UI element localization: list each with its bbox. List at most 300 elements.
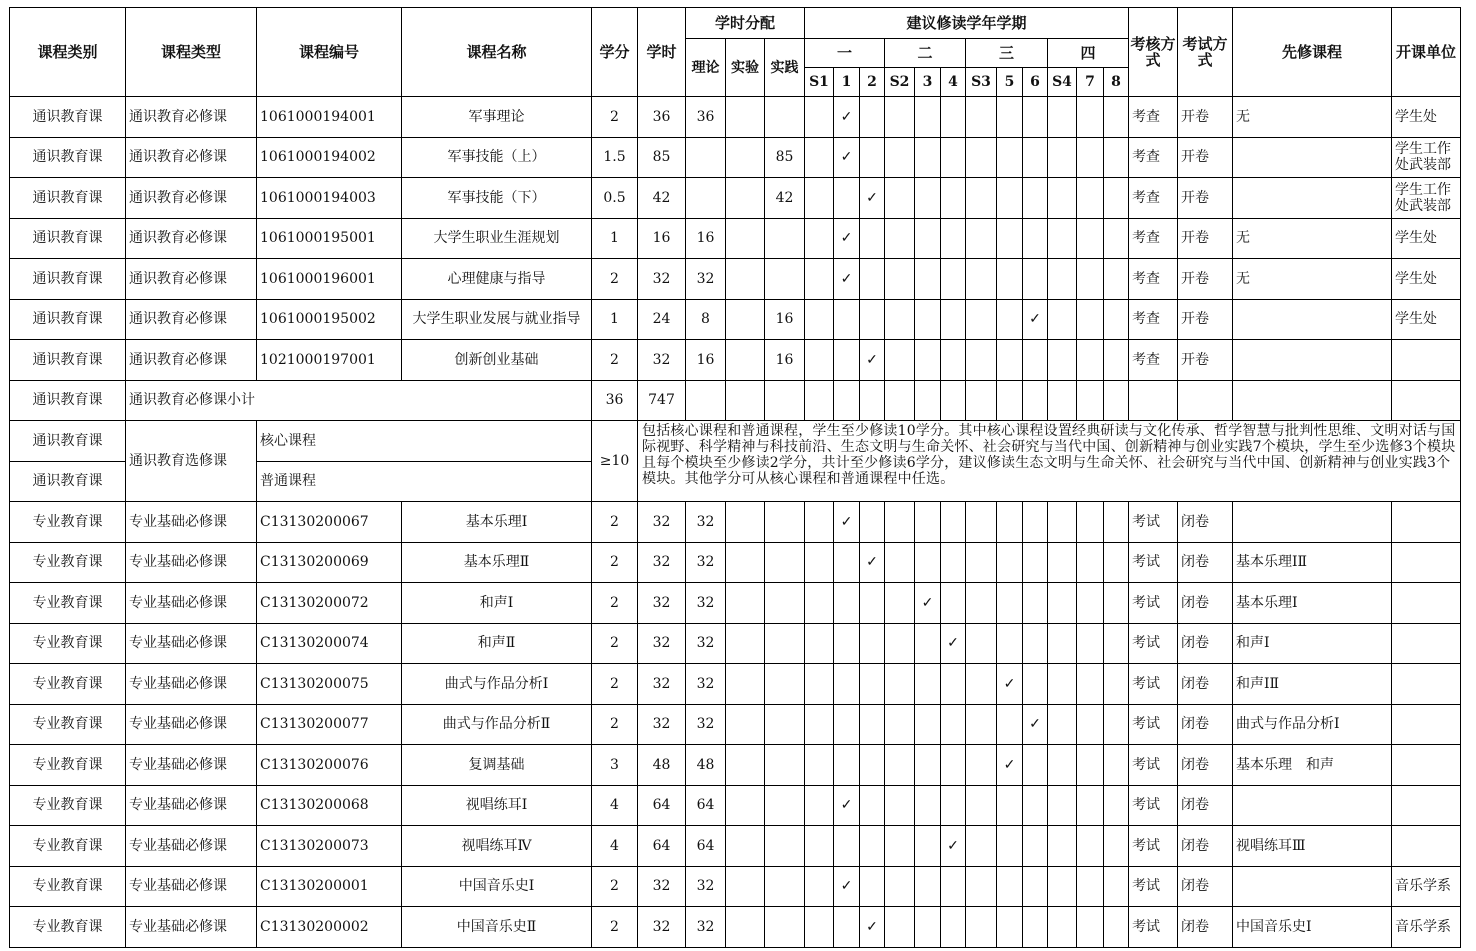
theory-cell: 16 bbox=[686, 218, 726, 259]
theory-cell: 48 bbox=[686, 745, 726, 786]
course-name-cell: 视唱练耳Ⅳ bbox=[402, 826, 592, 867]
course-name-cell: 大学生职业生涯规划 bbox=[402, 218, 592, 259]
semester-cell-7 bbox=[1077, 826, 1104, 867]
semester-cell-3 bbox=[915, 178, 941, 219]
credit-cell: 1 bbox=[592, 299, 638, 340]
header-type: 课程类型 bbox=[126, 8, 257, 97]
practice-cell bbox=[765, 97, 805, 138]
semester-cell-2 bbox=[860, 907, 885, 948]
semester-cell-5 bbox=[997, 866, 1023, 907]
semester-cell-8 bbox=[1104, 785, 1129, 826]
semester-cell-3 bbox=[915, 704, 941, 745]
assess-cell: 考试 bbox=[1129, 583, 1178, 624]
semester-cell-4 bbox=[941, 623, 966, 664]
semester-cell-2 bbox=[860, 299, 885, 340]
category-cell: 通识教育课 bbox=[10, 137, 126, 178]
check-mark-icon: ✓ bbox=[840, 270, 853, 287]
hours-cell: 24 bbox=[638, 299, 686, 340]
exam-form-cell: 开卷 bbox=[1178, 137, 1233, 178]
semester-cell-S1 bbox=[805, 178, 834, 219]
semester-cell-2 bbox=[860, 785, 885, 826]
header-category: 课程类别 bbox=[10, 8, 126, 97]
header-semester-3: 3 bbox=[915, 68, 941, 97]
lab-cell bbox=[726, 542, 765, 583]
check-mark-icon: ✓ bbox=[866, 189, 878, 206]
semester-cell-6 bbox=[1023, 542, 1048, 583]
semester-cell-S1 bbox=[805, 583, 834, 624]
semester-cell-7 bbox=[1077, 299, 1104, 340]
semester-cell-S2 bbox=[885, 299, 915, 340]
elective-credit-cell: ≥10 bbox=[592, 421, 638, 502]
semester-cell-S4 bbox=[1048, 502, 1077, 543]
table-row bbox=[10, 745, 1461, 786]
semester-cell-S1 bbox=[805, 137, 834, 178]
empty-cell bbox=[1129, 380, 1178, 421]
semester-cell-6 bbox=[1023, 745, 1048, 786]
semester-cell-4 bbox=[941, 137, 966, 178]
category-cell: 通识教育课 bbox=[10, 259, 126, 300]
semester-cell-4 bbox=[941, 785, 966, 826]
practice-cell bbox=[765, 542, 805, 583]
prereq-cell: 中国音乐史Ⅰ bbox=[1233, 907, 1392, 948]
assess-cell: 考查 bbox=[1129, 218, 1178, 259]
type-cell: 通识教育必修课 bbox=[126, 340, 257, 381]
theory-cell: 36 bbox=[686, 97, 726, 138]
semester-cell-S1 bbox=[805, 826, 834, 867]
semester-cell-5 bbox=[997, 178, 1023, 219]
theory-cell: 32 bbox=[686, 664, 726, 705]
exam-form-cell: 闭卷 bbox=[1178, 542, 1233, 583]
assess-cell: 考试 bbox=[1129, 866, 1178, 907]
semester-cell-S2 bbox=[885, 664, 915, 705]
semester-cell-S4 bbox=[1048, 178, 1077, 219]
header-dept: 开课单位 bbox=[1392, 8, 1461, 97]
semester-cell-S1 bbox=[805, 907, 834, 948]
dept-cell: 学生处 bbox=[1392, 299, 1461, 340]
semester-cell-4 bbox=[941, 907, 966, 948]
semester-cell-2 bbox=[860, 542, 885, 583]
type-cell: 通识教育必修课 bbox=[126, 137, 257, 178]
semester-cell-8 bbox=[1104, 542, 1129, 583]
header-semester-S1: S1 bbox=[805, 68, 834, 97]
elective-row-core bbox=[10, 421, 1461, 462]
category-cell: 专业教育课 bbox=[10, 866, 126, 907]
category-cell: 专业教育课 bbox=[10, 664, 126, 705]
semester-cell-S2 bbox=[885, 542, 915, 583]
lab-cell bbox=[726, 259, 765, 300]
credit-cell: 2 bbox=[592, 259, 638, 300]
empty-cell bbox=[1048, 380, 1077, 421]
semester-cell-4 bbox=[941, 178, 966, 219]
semester-cell-3 bbox=[915, 97, 941, 138]
check-mark-icon: ✓ bbox=[921, 594, 934, 611]
theory-cell: 32 bbox=[686, 704, 726, 745]
prereq-cell bbox=[1233, 866, 1392, 907]
semester-cell-2 bbox=[860, 178, 885, 219]
header-semester-7: 7 bbox=[1077, 68, 1104, 97]
prereq-cell bbox=[1233, 178, 1392, 219]
semester-cell-S2 bbox=[885, 866, 915, 907]
semester-cell-8 bbox=[1104, 826, 1129, 867]
type-cell: 通识教育必修课 bbox=[126, 299, 257, 340]
lab-cell bbox=[726, 97, 765, 138]
semester-cell-5 bbox=[997, 826, 1023, 867]
semester-cell-1 bbox=[834, 340, 860, 381]
prereq-cell: 和声ⅠⅡ bbox=[1233, 664, 1392, 705]
dept-cell bbox=[1392, 340, 1461, 381]
code-cell: C13130200069 bbox=[257, 542, 402, 583]
hours-cell: 32 bbox=[638, 340, 686, 381]
semester-cell-8 bbox=[1104, 866, 1129, 907]
header-code: 课程编号 bbox=[257, 8, 402, 97]
header-lab: 实验 bbox=[726, 39, 765, 97]
practice-cell: 42 bbox=[765, 178, 805, 219]
header-year-2: 二 bbox=[885, 39, 966, 68]
dept-cell: 学生工作处武装部 bbox=[1392, 137, 1461, 178]
semester-cell-S3 bbox=[966, 542, 997, 583]
semester-cell-7 bbox=[1077, 583, 1104, 624]
theory-cell: 64 bbox=[686, 785, 726, 826]
semester-cell-4 bbox=[941, 97, 966, 138]
semester-cell-8 bbox=[1104, 340, 1129, 381]
semester-cell-S2 bbox=[885, 907, 915, 948]
practice-cell bbox=[765, 623, 805, 664]
semester-cell-S2 bbox=[885, 704, 915, 745]
semester-cell-S2 bbox=[885, 745, 915, 786]
assess-cell: 考查 bbox=[1129, 299, 1178, 340]
prereq-cell: 无 bbox=[1233, 259, 1392, 300]
curriculum-table bbox=[9, 7, 1461, 948]
semester-cell-4 bbox=[941, 299, 966, 340]
assess-cell: 考试 bbox=[1129, 623, 1178, 664]
elective-note: 包括核心课程和普通课程，学生至少修读10学分。其中核心课程设置经典研读与文化传承、哲学智慧与批判性思维、文明对话与国际视野、科学精神与科技前沿、生态文明与生命关怀、社会研究与当代中国、创新精神与创业实践7个模块，学生至少选修3个模块且每个模块至少修读2学分，共计至少修读6学分，建议修读生态文明与生命关怀、社会研究与当代中国、创新精神与创业实践3个模块。其他学分可从核心课程和普通课程中任选。 bbox=[638, 421, 1461, 502]
semester-cell-6 bbox=[1023, 704, 1048, 745]
dept-cell bbox=[1392, 745, 1461, 786]
semester-cell-3 bbox=[915, 745, 941, 786]
semester-cell-8 bbox=[1104, 502, 1129, 543]
empty-cell bbox=[834, 380, 860, 421]
table-row bbox=[10, 178, 1461, 219]
semester-cell-S2 bbox=[885, 137, 915, 178]
lab-cell bbox=[726, 785, 765, 826]
dept-cell: 学生处 bbox=[1392, 218, 1461, 259]
lab-cell bbox=[726, 583, 765, 624]
semester-cell-5 bbox=[997, 623, 1023, 664]
semester-cell-5 bbox=[997, 785, 1023, 826]
semester-cell-S3 bbox=[966, 704, 997, 745]
type-cell: 专业基础必修课 bbox=[126, 907, 257, 948]
practice-cell bbox=[765, 664, 805, 705]
table-row bbox=[10, 542, 1461, 583]
semester-cell-S4 bbox=[1048, 218, 1077, 259]
category-cell: 专业教育课 bbox=[10, 623, 126, 664]
semester-cell-S4 bbox=[1048, 826, 1077, 867]
semester-cell-S2 bbox=[885, 97, 915, 138]
code-cell: 1061000195001 bbox=[257, 218, 402, 259]
semester-cell-S3 bbox=[966, 664, 997, 705]
empty-cell bbox=[966, 380, 997, 421]
semester-cell-7 bbox=[1077, 704, 1104, 745]
assess-cell: 考试 bbox=[1129, 704, 1178, 745]
semester-cell-6 bbox=[1023, 340, 1048, 381]
dept-cell bbox=[1392, 704, 1461, 745]
type-cell: 专业基础必修课 bbox=[126, 542, 257, 583]
semester-cell-7 bbox=[1077, 907, 1104, 948]
prereq-cell: 无 bbox=[1233, 218, 1392, 259]
hours-cell: 16 bbox=[638, 218, 686, 259]
empty-cell bbox=[1392, 380, 1461, 421]
course-name-cell: 基本乐理Ⅰ bbox=[402, 502, 592, 543]
exam-form-cell: 闭卷 bbox=[1178, 623, 1233, 664]
semester-cell-4 bbox=[941, 340, 966, 381]
credit-cell: 2 bbox=[592, 664, 638, 705]
theory-cell: 32 bbox=[686, 866, 726, 907]
semester-cell-5 bbox=[997, 704, 1023, 745]
course-name-cell: 基本乐理Ⅱ bbox=[402, 542, 592, 583]
theory-cell: 32 bbox=[686, 583, 726, 624]
check-mark-icon: ✓ bbox=[840, 878, 853, 895]
semester-cell-5 bbox=[997, 340, 1023, 381]
category-cell: 专业教育课 bbox=[10, 745, 126, 786]
semester-cell-S2 bbox=[885, 178, 915, 219]
semester-cell-2 bbox=[860, 704, 885, 745]
semester-cell-S3 bbox=[966, 866, 997, 907]
lab-cell bbox=[726, 137, 765, 178]
semester-cell-1 bbox=[834, 745, 860, 786]
semester-cell-1 bbox=[834, 583, 860, 624]
semester-cell-S3 bbox=[966, 907, 997, 948]
course-name-cell: 视唱练耳Ⅰ bbox=[402, 785, 592, 826]
prereq-cell bbox=[1233, 785, 1392, 826]
header-semester-2: 2 bbox=[860, 68, 885, 97]
credit-cell: 4 bbox=[592, 785, 638, 826]
table-row bbox=[10, 704, 1461, 745]
header-exam-form: 考试方式 bbox=[1178, 8, 1233, 97]
semester-cell-S3 bbox=[966, 299, 997, 340]
theory-cell bbox=[686, 137, 726, 178]
empty-cell bbox=[805, 380, 834, 421]
hours-cell: 32 bbox=[638, 866, 686, 907]
semester-cell-S1 bbox=[805, 664, 834, 705]
semester-cell-S2 bbox=[885, 826, 915, 867]
prereq-cell: 视唱练耳Ⅲ bbox=[1233, 826, 1392, 867]
category-cell: 通识教育课 bbox=[10, 97, 126, 138]
header-prereq: 先修课程 bbox=[1233, 8, 1392, 97]
practice-cell bbox=[765, 259, 805, 300]
exam-form-cell: 开卷 bbox=[1178, 259, 1233, 300]
check-mark-icon: ✓ bbox=[947, 837, 959, 854]
theory-cell: 32 bbox=[686, 907, 726, 948]
course-name-cell: 和声Ⅰ bbox=[402, 583, 592, 624]
hours-cell: 32 bbox=[638, 583, 686, 624]
dept-cell: 音乐学系 bbox=[1392, 866, 1461, 907]
credit-cell: 2 bbox=[592, 583, 638, 624]
semester-cell-3 bbox=[915, 259, 941, 300]
header-theory: 理论 bbox=[686, 39, 726, 97]
semester-cell-4 bbox=[941, 218, 966, 259]
semester-cell-2 bbox=[860, 866, 885, 907]
table-row bbox=[10, 137, 1461, 178]
semester-cell-4 bbox=[941, 259, 966, 300]
semester-cell-4 bbox=[941, 583, 966, 624]
theory-cell: 32 bbox=[686, 259, 726, 300]
semester-cell-6 bbox=[1023, 259, 1048, 300]
lab-cell bbox=[726, 299, 765, 340]
empty-cell bbox=[1077, 380, 1104, 421]
semester-cell-S1 bbox=[805, 97, 834, 138]
semester-cell-2 bbox=[860, 137, 885, 178]
table-row bbox=[10, 826, 1461, 867]
semester-cell-6 bbox=[1023, 623, 1048, 664]
semester-cell-S1 bbox=[805, 542, 834, 583]
semester-cell-1 bbox=[834, 299, 860, 340]
semester-cell-8 bbox=[1104, 704, 1129, 745]
category-cell: 专业教育课 bbox=[10, 907, 126, 948]
practice-cell bbox=[765, 583, 805, 624]
assess-cell: 考试 bbox=[1129, 664, 1178, 705]
semester-cell-3 bbox=[915, 340, 941, 381]
check-mark-icon: ✓ bbox=[840, 149, 853, 166]
type-cell: 专业基础必修课 bbox=[126, 826, 257, 867]
semester-cell-7 bbox=[1077, 97, 1104, 138]
exam-form-cell: 开卷 bbox=[1178, 299, 1233, 340]
assess-cell: 考试 bbox=[1129, 785, 1178, 826]
header-semester-4: 4 bbox=[941, 68, 966, 97]
prereq-cell bbox=[1233, 502, 1392, 543]
header-semester-S3: S3 bbox=[966, 68, 997, 97]
prereq-cell: 曲式与作品分析Ⅰ bbox=[1233, 704, 1392, 745]
semester-cell-S3 bbox=[966, 583, 997, 624]
code-cell: 1061000194001 bbox=[257, 97, 402, 138]
semester-cell-4 bbox=[941, 664, 966, 705]
semester-cell-6 bbox=[1023, 785, 1048, 826]
header-semester-S4: S4 bbox=[1048, 68, 1077, 97]
semester-cell-S1 bbox=[805, 866, 834, 907]
assess-cell: 考查 bbox=[1129, 259, 1178, 300]
semester-cell-5 bbox=[997, 259, 1023, 300]
semester-cell-2 bbox=[860, 583, 885, 624]
semester-cell-6 bbox=[1023, 664, 1048, 705]
dept-cell bbox=[1392, 542, 1461, 583]
practice-cell bbox=[765, 785, 805, 826]
hours-cell: 32 bbox=[638, 907, 686, 948]
theory-cell: 16 bbox=[686, 340, 726, 381]
assess-cell: 考查 bbox=[1129, 137, 1178, 178]
hours-cell: 64 bbox=[638, 826, 686, 867]
practice-cell bbox=[765, 866, 805, 907]
semester-cell-1 bbox=[834, 704, 860, 745]
semester-cell-4 bbox=[941, 502, 966, 543]
header-semester-5: 5 bbox=[997, 68, 1023, 97]
semester-cell-S3 bbox=[966, 97, 997, 138]
semester-cell-3 bbox=[915, 623, 941, 664]
semester-cell-S4 bbox=[1048, 704, 1077, 745]
semester-cell-5 bbox=[997, 218, 1023, 259]
assess-cell: 考查 bbox=[1129, 97, 1178, 138]
semester-cell-2 bbox=[860, 340, 885, 381]
hours-cell: 32 bbox=[638, 542, 686, 583]
semester-cell-8 bbox=[1104, 907, 1129, 948]
semester-cell-3 bbox=[915, 218, 941, 259]
code-cell: 1021000197001 bbox=[257, 340, 402, 381]
category-cell: 专业教育课 bbox=[10, 542, 126, 583]
header-name: 课程名称 bbox=[402, 8, 592, 97]
semester-cell-S4 bbox=[1048, 583, 1077, 624]
semester-cell-7 bbox=[1077, 745, 1104, 786]
semester-cell-1 bbox=[834, 542, 860, 583]
code-cell: C13130200002 bbox=[257, 907, 402, 948]
semester-cell-5 bbox=[997, 137, 1023, 178]
exam-form-cell: 开卷 bbox=[1178, 178, 1233, 219]
semester-cell-S3 bbox=[966, 137, 997, 178]
semester-cell-S3 bbox=[966, 178, 997, 219]
table-row bbox=[10, 299, 1461, 340]
semester-cell-5 bbox=[997, 97, 1023, 138]
semester-cell-4 bbox=[941, 745, 966, 786]
semester-cell-2 bbox=[860, 97, 885, 138]
check-mark-icon: ✓ bbox=[947, 635, 959, 652]
prereq-cell bbox=[1233, 137, 1392, 178]
elective-general-cell: 普通课程 bbox=[257, 461, 592, 502]
theory-cell bbox=[686, 178, 726, 219]
semester-cell-6 bbox=[1023, 97, 1048, 138]
credit-cell: 2 bbox=[592, 907, 638, 948]
semester-cell-3 bbox=[915, 542, 941, 583]
semester-cell-S3 bbox=[966, 785, 997, 826]
subtotal-row bbox=[10, 380, 1461, 421]
lab-cell bbox=[726, 502, 765, 543]
prereq-cell: 基本乐理 和声 bbox=[1233, 745, 1392, 786]
type-cell: 通识教育必修课 bbox=[126, 97, 257, 138]
exam-form-cell: 闭卷 bbox=[1178, 785, 1233, 826]
assess-cell: 考试 bbox=[1129, 826, 1178, 867]
practice-cell bbox=[765, 907, 805, 948]
subtotal-hours: 747 bbox=[638, 380, 686, 421]
semester-cell-5 bbox=[997, 664, 1023, 705]
category-cell: 通识教育课 bbox=[10, 421, 126, 462]
practice-cell: 85 bbox=[765, 137, 805, 178]
table-row bbox=[10, 664, 1461, 705]
course-name-cell: 中国音乐史Ⅰ bbox=[402, 866, 592, 907]
semester-cell-S2 bbox=[885, 623, 915, 664]
category-cell: 通识教育课 bbox=[10, 299, 126, 340]
empty-cell bbox=[1023, 380, 1048, 421]
table-row bbox=[10, 259, 1461, 300]
hours-cell: 32 bbox=[638, 664, 686, 705]
header-semester-S2: S2 bbox=[885, 68, 915, 97]
dept-cell bbox=[1392, 502, 1461, 543]
code-cell: C13130200075 bbox=[257, 664, 402, 705]
semester-cell-4 bbox=[941, 826, 966, 867]
header-semesters: 建议修读学年学期 bbox=[805, 8, 1129, 39]
check-mark-icon: ✓ bbox=[866, 554, 878, 571]
semester-cell-1 bbox=[834, 259, 860, 300]
assess-cell: 考试 bbox=[1129, 542, 1178, 583]
dept-cell: 音乐学系 bbox=[1392, 907, 1461, 948]
check-mark-icon: ✓ bbox=[1029, 311, 1041, 328]
type-cell: 专业基础必修课 bbox=[126, 785, 257, 826]
header-semester-8: 8 bbox=[1104, 68, 1129, 97]
credit-cell: 2 bbox=[592, 866, 638, 907]
header-credit: 学分 bbox=[592, 8, 638, 97]
assess-cell: 考查 bbox=[1129, 178, 1178, 219]
header-semester-6: 6 bbox=[1023, 68, 1048, 97]
hours-cell: 32 bbox=[638, 704, 686, 745]
dept-cell: 学生处 bbox=[1392, 97, 1461, 138]
practice-cell bbox=[765, 745, 805, 786]
semester-cell-S4 bbox=[1048, 664, 1077, 705]
semester-cell-6 bbox=[1023, 907, 1048, 948]
